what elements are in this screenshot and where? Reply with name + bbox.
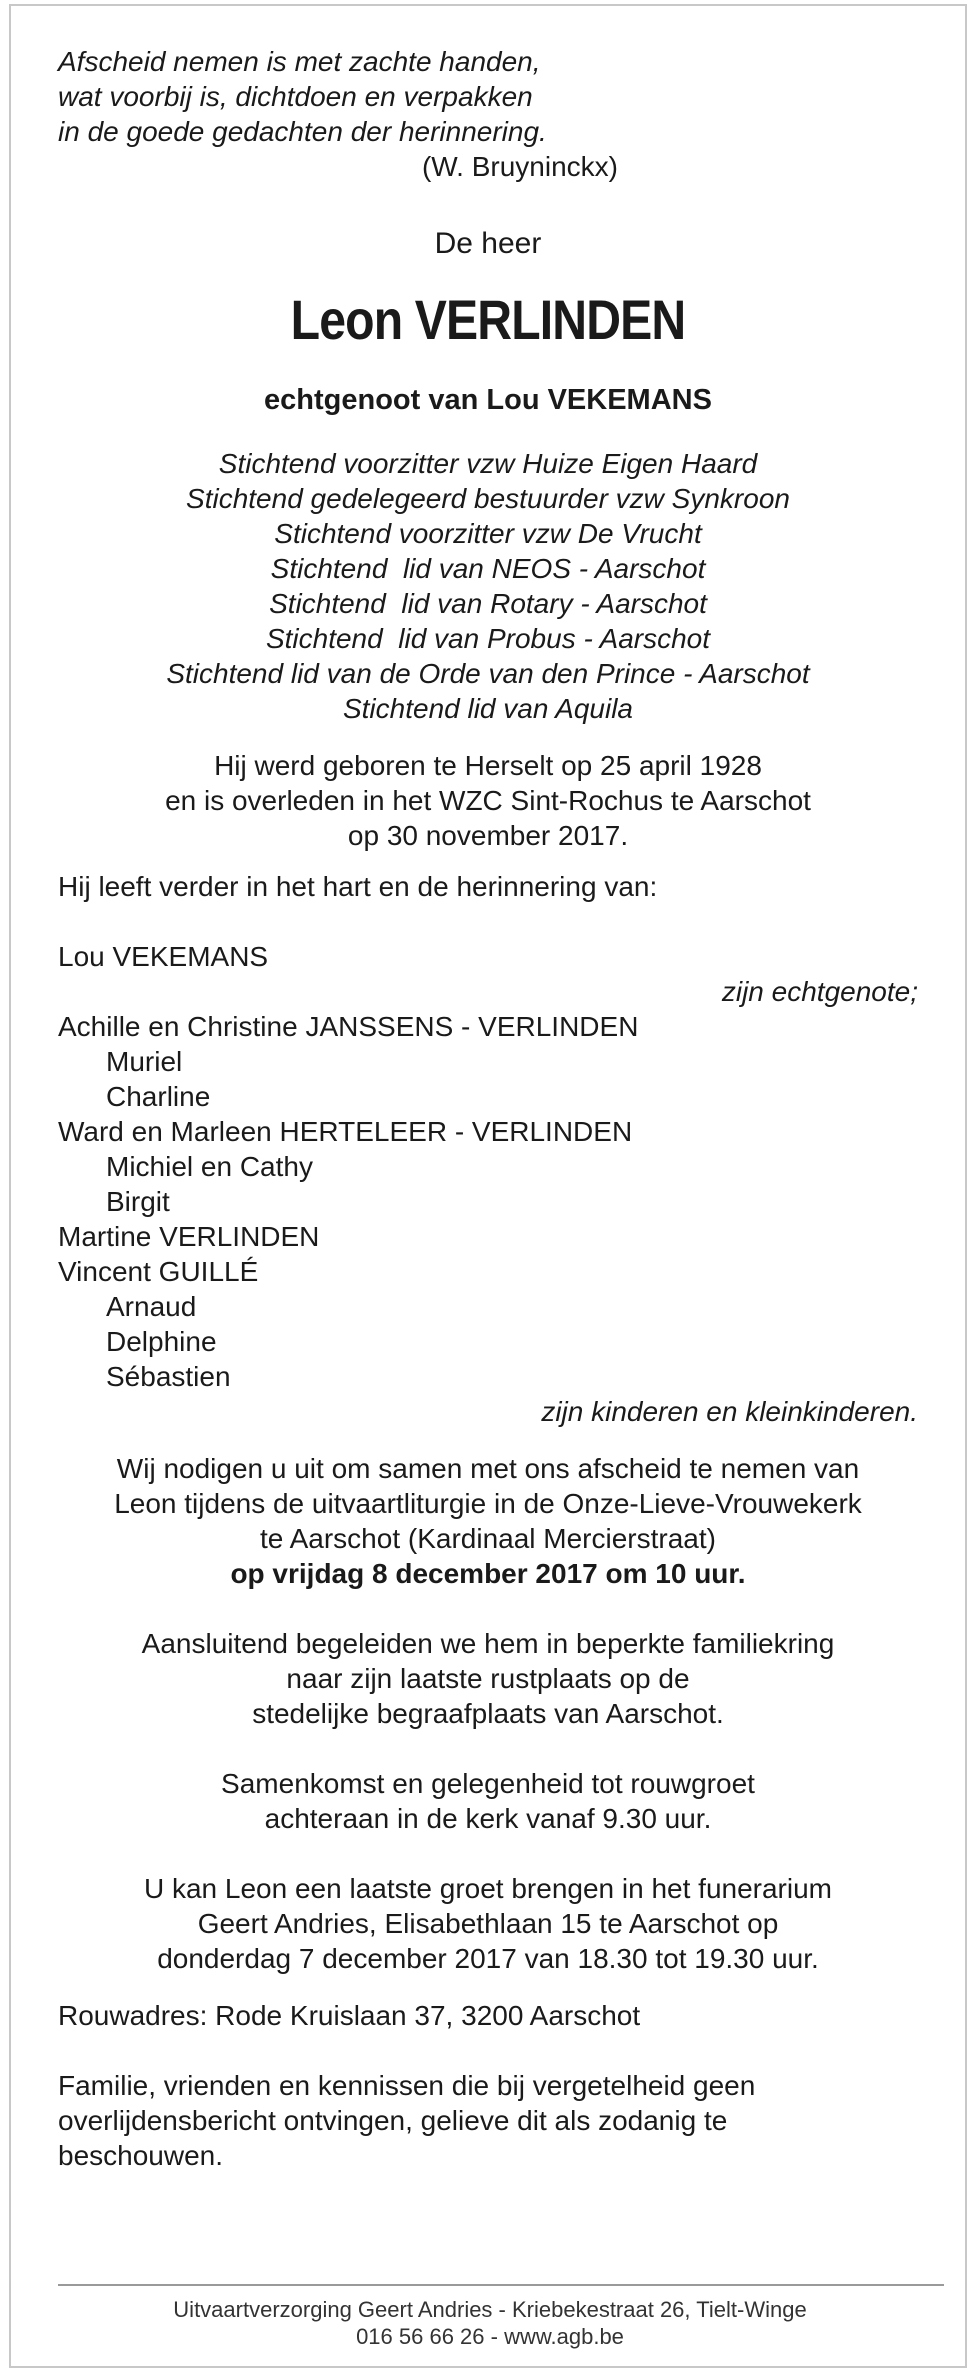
- notice-line: Familie, vrienden en kennissen die bij vergetelheid geen: [58, 2070, 756, 2101]
- funeral-date: op vrijdag 8 december 2017 om 10 uur.: [230, 1558, 746, 1589]
- footer-company: Uitvaartverzorging Geert Andries - Kriebekestraat 26, Tielt-Winge: [173, 2297, 807, 2322]
- family-role: zijn kinderen en kleinkinderen.: [541, 1396, 918, 1427]
- invitation-line: Leon tijdens de uitvaartliturgie in de Onze-Lieve-Vrouwekerk: [114, 1488, 862, 1519]
- family-member: Martine VERLINDEN: [58, 1221, 320, 1252]
- burial-line: stedelijke begraafplaats van Aarschot.: [252, 1698, 724, 1729]
- visitation-info: [58, 1871, 918, 1976]
- title-item: Stichtend voorzitter vzw De Vrucht: [274, 518, 702, 549]
- family-member: Muriel: [106, 1046, 183, 1077]
- notice-line: beschouwen.: [58, 2140, 224, 2171]
- poem-line: in de goede gedachten der herinnering.: [58, 116, 547, 147]
- gathering-info: [58, 1766, 918, 1836]
- footer-divider: [58, 2284, 944, 2286]
- title-item: Stichtend lid van Aquila: [342, 693, 634, 724]
- family-member: Achille en Christine JANSSENS - VERLINDEN: [58, 1011, 639, 1042]
- invitation-line: Wij nodigen u uit om samen met ons afscheid te nemen van: [116, 1453, 860, 1484]
- spouse-line: echtgenoot van Lou VEKEMANS: [264, 384, 712, 416]
- family-member: Lou VEKEMANS: [58, 941, 269, 972]
- title-item: Stichtend lid van NEOS - Aarschot: [270, 553, 706, 584]
- titles-list: [58, 446, 918, 726]
- death-date-line: op 30 november 2017.: [347, 820, 629, 851]
- notice-paragraph: [58, 2068, 918, 2173]
- family-member: Ward en Marleen HERTELEER - VERLINDEN: [58, 1116, 633, 1147]
- name-prefix: De heer: [434, 227, 542, 260]
- gathering-line: Samenkomst en gelegenheid tot rouwgroet: [221, 1768, 755, 1799]
- burial-line: naar zijn laatste rustplaats op de: [286, 1663, 690, 1694]
- invitation-line: te Aarschot (Kardinaal Mercierstraat): [260, 1523, 716, 1554]
- poem-line: wat voorbij is, dichtdoen en verpakken: [58, 81, 533, 112]
- birth-death-info: [58, 748, 918, 853]
- family-member: Arnaud: [106, 1291, 197, 1322]
- family-member: Delphine: [106, 1326, 217, 1357]
- family-member: Sébastien: [106, 1361, 231, 1392]
- title-item: Stichtend lid van Rotary - Aarschot: [269, 588, 707, 619]
- obituary-content: [58, 44, 918, 2173]
- title-item: Stichtend gedelegeerd bestuurder vzw Synkroon: [186, 483, 790, 514]
- deceased-name: Leon VERLINDEN: [290, 288, 686, 351]
- birth-line: Hij werd geboren te Herselt op 25 april 1928: [214, 750, 762, 781]
- family-member: Birgit: [106, 1186, 170, 1217]
- notice-line: overlijdensbericht ontvingen, gelieve dit als zodanig te: [58, 2105, 728, 2136]
- visitation-line: donderdag 7 december 2017 van 18.30 tot 19.30 uur.: [157, 1943, 819, 1974]
- burial-info: [58, 1626, 918, 1731]
- footer-contact: 016 56 66 26 - www.agb.be: [356, 2324, 624, 2349]
- family-role: zijn echtgenote;: [721, 976, 918, 1007]
- funeral-invitation: [58, 1451, 918, 1591]
- visitation-line: U kan Leon een laatste groet brengen in het funerarium: [143, 1873, 832, 1904]
- poem: [58, 44, 618, 184]
- burial-line: Aansluitend begeleiden we hem in beperkte familiekring: [141, 1628, 835, 1659]
- visitation-line: Geert Andries, Elisabethlaan 15 te Aarschot op: [197, 1908, 779, 1939]
- title-item: Stichtend voorzitter vzw Huize Eigen Haard: [218, 448, 758, 479]
- gathering-line: achteraan in de kerk vanaf 9.30 uur.: [264, 1803, 712, 1834]
- footer: [0, 2296, 980, 2350]
- mourning-address: Rouwadres: Rode Kruislaan 37, 3200 Aarschot: [58, 2000, 641, 2031]
- title-item: Stichtend lid van Probus - Aarschot: [265, 623, 711, 654]
- family-member: Michiel en Cathy: [106, 1151, 313, 1182]
- poem-author: (W. Bruyninckx): [421, 151, 618, 182]
- family-list: [58, 939, 918, 1429]
- family-member: Vincent GUILLÉ: [58, 1256, 259, 1287]
- family-intro: Hij leeft verder in het hart en de herinnering van:: [58, 871, 658, 902]
- title-item: Stichtend lid van de Orde van den Prince - Aarschot: [166, 658, 810, 689]
- death-line: en is overleden in het WZC Sint-Rochus te Aarschot: [165, 785, 811, 816]
- poem-line: Afscheid nemen is met zachte handen,: [58, 46, 541, 77]
- family-member: Charline: [106, 1081, 211, 1112]
